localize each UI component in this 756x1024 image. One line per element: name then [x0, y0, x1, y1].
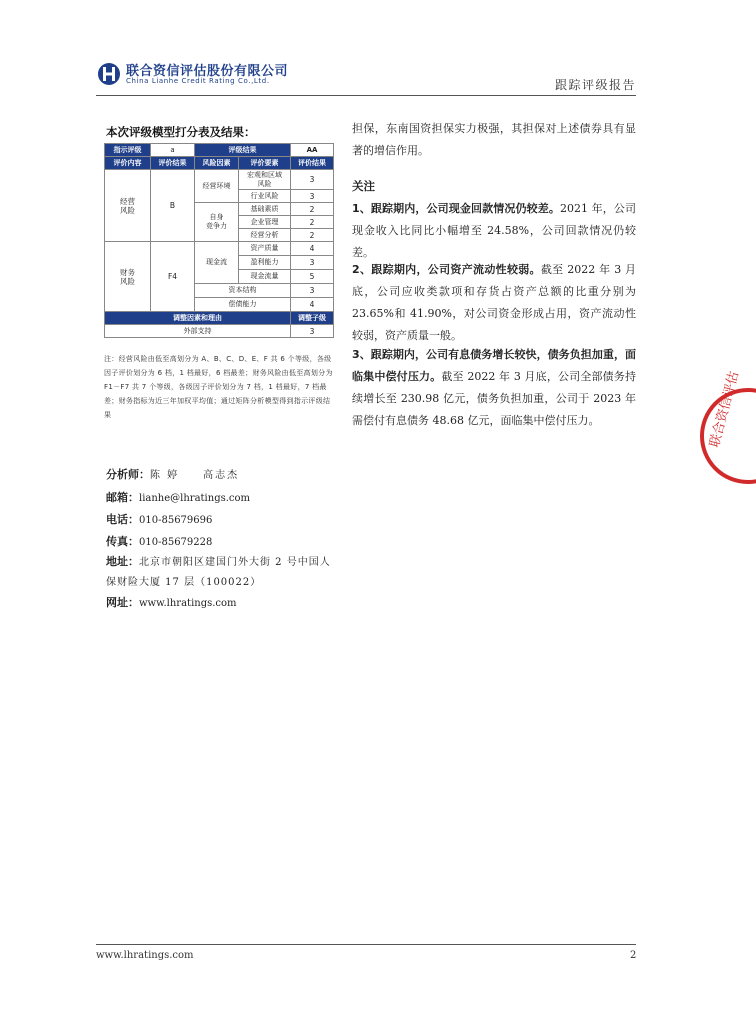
evaluation-score: 4	[291, 298, 334, 312]
concern-item-2-text: 截至 2022 年 3 月底，公司应收类款项和存货占资产总额的比重分别为 23.65%和 41.90%，对公司资金形成占用，资产流动性较弱，资产质量一般。	[352, 263, 637, 342]
email-value: lianhe@lhratings.com	[139, 493, 251, 504]
financial-risk-label: 财务 风险	[105, 242, 151, 312]
concern-item-3	[352, 344, 636, 432]
evaluation-element: 经营分析	[239, 229, 291, 242]
evaluation-element: 盈利能力	[239, 256, 291, 270]
column-header: 风险因素	[195, 157, 239, 170]
column-header: 评价要素	[239, 157, 291, 170]
indicative-rating-value: a	[151, 144, 195, 157]
phone-label: 电话：	[106, 513, 139, 526]
fax-value: 010-85679228	[139, 537, 213, 548]
evaluation-element: 行业风险	[239, 190, 291, 203]
footer-divider	[96, 944, 636, 945]
operating-risk-label: 经营 风险	[105, 170, 151, 242]
evaluation-score: 2	[291, 216, 334, 229]
page-number: 2	[630, 950, 637, 961]
section-title: 本次评级模型打分表及结果：	[106, 125, 256, 139]
analyst-label: 分析师：	[106, 468, 150, 481]
address-line-2	[106, 573, 346, 588]
document-type: 跟踪评级报告	[554, 78, 636, 92]
table-row	[105, 312, 334, 325]
email-line	[106, 489, 346, 505]
concern-item-3-text: 截至 2022 年 3 月底，公司全部债务持续增长至 230.98 亿元，债务负担加重，公司于 2023 年需偿付有息债务 48.68 亿元，面临集中偿付压力。	[352, 370, 636, 427]
concern-item-2	[352, 259, 636, 347]
table-row	[105, 144, 334, 157]
cash-flow-label: 现金流	[195, 242, 239, 284]
indicative-rating-label: 指示评级	[105, 144, 151, 157]
financial-risk-result: F4	[151, 242, 195, 312]
external-support-score: 3	[291, 325, 334, 338]
evaluation-element: 企业管理	[239, 216, 291, 229]
rating-score-table	[104, 143, 334, 338]
concerns-heading: 关注	[352, 179, 375, 193]
evaluation-score: 2	[291, 229, 334, 242]
footer-url[interactable]: www.lhratings.com	[96, 950, 194, 961]
debt-repayment-label: 偿债能力	[195, 298, 291, 312]
operating-risk-result: B	[151, 170, 195, 242]
website-link[interactable]: www.lhratings.com	[139, 598, 237, 609]
evaluation-score: 2	[291, 203, 334, 216]
evaluation-score: 4	[291, 242, 334, 256]
concern-item-1-title: 1、跟踪期内，公司现金回款情况仍较差。	[352, 202, 561, 215]
column-header: 评价内容	[105, 157, 151, 170]
table-row	[105, 242, 334, 256]
address-label: 地址：	[106, 555, 139, 568]
phone-value: 010-85679696	[139, 515, 213, 526]
phone-line	[106, 511, 346, 527]
external-support-label: 外部支持	[105, 325, 291, 338]
capital-structure-label: 资本结构	[195, 284, 291, 298]
column-header: 评价结果	[291, 157, 334, 170]
email-label: 邮箱：	[106, 491, 139, 504]
adjustment-sub-header: 调整子级	[291, 312, 334, 325]
company-name-en: China Lianhe Credit Rating Co.,Ltd.	[126, 77, 270, 85]
header-divider	[96, 95, 636, 96]
company-name-cn: 联合资信评估股份有限公司	[126, 64, 289, 79]
adjustment-header: 调整因素和理由	[105, 312, 291, 325]
address-line	[106, 553, 346, 569]
column-header: 评价结果	[151, 157, 195, 170]
concern-item-3-title: 3、跟踪期内，公司有息债务增长较快，债务负担加重，面临集中偿付压力。	[352, 348, 636, 383]
evaluation-score: 3	[291, 256, 334, 270]
evaluation-score: 5	[291, 270, 334, 284]
rating-result-label: 评级结果	[195, 144, 291, 157]
table-note: 注：经营风险由低至高划分为 A、B、C、D、E、F 共 6 个等级，各级因子评价划分为 6 档，1 档最好，6 档最差；财务风险由低至高划分为 F1－F7 共 7 个等级，各级因子评价划分为 7 档，1 档最好，7 档最差；财务指标为近三年加权平均值；通过矩阵分析模型得到指示评级结果	[104, 355, 333, 419]
table-row	[105, 325, 334, 338]
concern-item-1	[352, 198, 636, 264]
evaluation-element: 宏观和区域 风险	[239, 170, 291, 190]
website-label: 网址：	[106, 596, 139, 609]
company-seal-stamp	[696, 369, 756, 486]
operating-environment-label: 经营环境	[195, 170, 239, 203]
address-value-2: 保财险大厦 17 层（100022）	[106, 577, 262, 588]
svg-text:联合资信评估: 联合资信评估	[707, 369, 743, 450]
website-line	[106, 594, 346, 610]
evaluation-score: 3	[291, 190, 334, 203]
concern-item-1-text: 2021 年，公司现金收入比同比小幅增至 24.58%，公司回款情况仍较差。	[352, 202, 637, 259]
concern-item-2-title: 2、跟踪期内，公司资产流动性较弱。	[352, 263, 541, 276]
evaluation-score: 3	[291, 284, 334, 298]
rating-result-value: AA	[291, 144, 334, 157]
table-row	[105, 170, 334, 190]
self-competitiveness-label: 自身 竞争力	[195, 203, 239, 242]
address-value: 北京市朝阳区建国门外大街 2 号中国人	[139, 557, 331, 568]
evaluation-element: 现金流量	[239, 270, 291, 284]
table-header-row	[105, 157, 334, 170]
evaluation-score: 3	[291, 170, 334, 190]
fax-line	[106, 533, 346, 549]
analyst-line	[106, 466, 346, 482]
fax-label: 传真：	[106, 535, 139, 548]
evaluation-element: 资产质量	[239, 242, 291, 256]
intro-paragraph: 担保，东南国资担保实力极强，其担保对上述债券具有显著的增信作用。	[352, 122, 636, 157]
analyst-names: 陈 婷 高志杰	[150, 470, 240, 481]
evaluation-element: 基础素质	[239, 203, 291, 216]
company-logo-icon	[97, 62, 121, 86]
